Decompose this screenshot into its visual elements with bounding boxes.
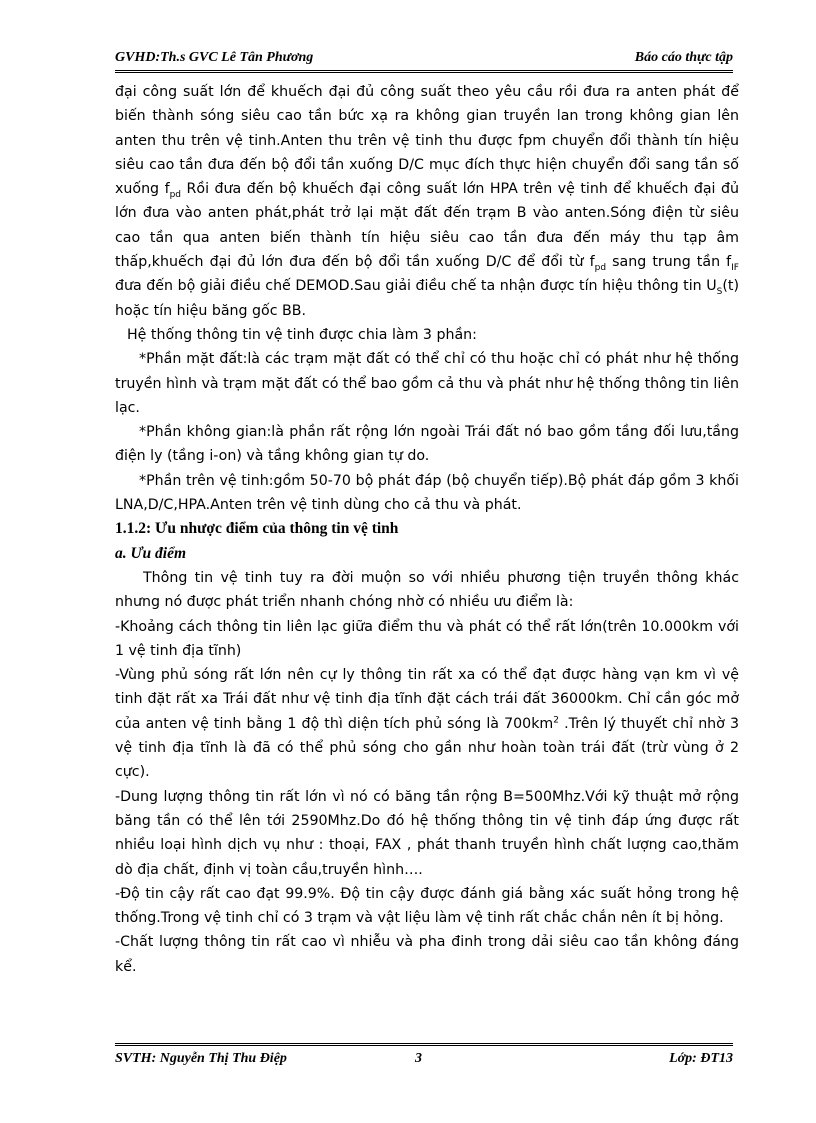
page-number: 3 — [415, 1051, 422, 1066]
page-footer — [115, 1043, 733, 1069]
paragraph-advantages-intro: Thông tin vệ tinh tuy ra đời muộn so với nhiều phương tiện truyền thông khác nhưng nó được phát triển nhanh chóng nhờ có nhiều ưu điểm là: — [115, 569, 739, 611]
paragraph-capacity: -Dung lượng thông tin rất lớn vì nó có băng tần rộng B=500Mhz.Với kỹ thuật mở rộng băng tần có thể lên tới 2590Mhz.Do đó hệ thống thông tin vệ tinh đáp ứng được rất nhiều loại hình dịch vụ như : thoại, FAX , phát thanh truyền hình chất lượng cao,thăm dò địa chất, định vị toàn cầu,truyền hình…. — [115, 788, 739, 878]
paragraph-satellite-segment: *Phần trên vệ tinh:gồm 50-70 bộ phát đáp (bộ chuyển tiếp).Bộ phát đáp gồm 3 khối LNA,D/C,HPA.Anten trên vệ tinh dùng cho cả thu và phát. — [115, 472, 739, 514]
paragraph-signal-chain: đại công suất lớn để khuếch đại đủ công suất theo yêu cầu rồi đưa ra anten phát để biến thành sóng siêu cao tần bức xạ ra không gian truyền lan trong không gian lên anten thu trên vệ tinh.Anten thu trên vệ tinh thu được fpm chuyển đổi thành tín hiệu siêu cao tần đưa đến bộ đổi tần xuống D/C mục đích thực hiện chuyển đổi sang tần số xuống $f_{pd}$ Rồi đưa đến bộ khuếch đại công suất lớn HPA trên vệ tinh để khuếch đại đủ lớn đưa vào anten phát,phát trở lại mặt đất đến trạm B vào anten.Sóng điện từ siêu cao tần qua anten biến thành tín hiệu siêu cao tần đưa đến máy thu tạp âm thấp,khuếch đại đủ lớn đưa đến bộ đổi tần xuống D/C để đổi từ $f_{pd}$ sang trung tần $f_{IF}$ đưa đến bộ giải điều chế DEMOD.Sau giải điều chế ta nhận được tín hiệu thông tin $U_S(t)$ hoặc tín hiệu băng gốc BB. — [115, 84, 739, 319]
paragraph-quality: -Chất lượng thông tin rất cao vì nhiễu và pha đinh trong dải siêu cao tần không đáng kể. — [115, 934, 739, 975]
footer-class: Lớp: ĐT13 — [669, 1051, 733, 1066]
header-advisor: GVHD:Th.s GVC Lê Tân Phương — [115, 50, 314, 65]
paragraph-system-parts: Hệ thống thông tin vệ tinh được chia làm 3 phần: — [127, 326, 477, 343]
paragraph-coverage: -Vùng phủ sóng rất lớn nên cự ly thông tin rất xa có thể đạt được hàng vạn km vì vệ tinh đặt rất xa Trái đất như vệ tinh địa tĩnh đặt cách trái đất 36000km. Chỉ cần góc mở của anten vệ tinh bằng 1 độ thì diện tích phủ sóng là $700km^2$ .Trên lý thuyết chỉ nhờ 3 vệ tinh địa tĩnh là đã có thể phủ sóng cho gần như hoàn toàn trái đất (trừ vùng ở 2 cực). — [115, 667, 739, 781]
paragraph-reliability: -Độ tin cậy rất cao đạt 99.9%. Độ tin cậy được đánh giá bằng xác suất hỏng trong hệ thống.Trong vệ tinh chỉ có 3 trạm và vật liệu làm vệ tinh rất chắc chắn nên ít bị hỏng. — [115, 885, 739, 927]
header-report-title: Báo cáo thực tập — [634, 50, 733, 65]
footer-student: SVTH: Nguyễn Thị Thu Điệp — [115, 1051, 287, 1066]
paragraph-ground-segment: *Phần mặt đất:là các trạm mặt đất có thể chỉ có thu hoặc chỉ có phát như hệ thống truyền hình và trạm mặt đất có thể bao gồm cả thu và phát như hệ thống thông tin liên lạc. — [115, 351, 739, 416]
section-heading: 1.1.2: Ưu nhược điểm của thông tin vệ tinh — [115, 520, 399, 538]
paragraph-distance: -Khoảng cách thông tin liên lạc giữa điểm thu và phát có thể rất lớn(trên 10.000km với 1 vệ tinh địa tĩnh) — [115, 618, 739, 659]
page-header — [115, 50, 733, 73]
document-body — [115, 80, 739, 979]
paragraph-space-segment: *Phần không gian:là phần rất rộng lớn ngoài Trái đất nó bao gồm tầng đối lưu,tầng điện ly (tầng i-on) và tầng không gian tự do. — [115, 424, 739, 465]
subsection-heading: a. Ưu điểm — [115, 544, 186, 562]
